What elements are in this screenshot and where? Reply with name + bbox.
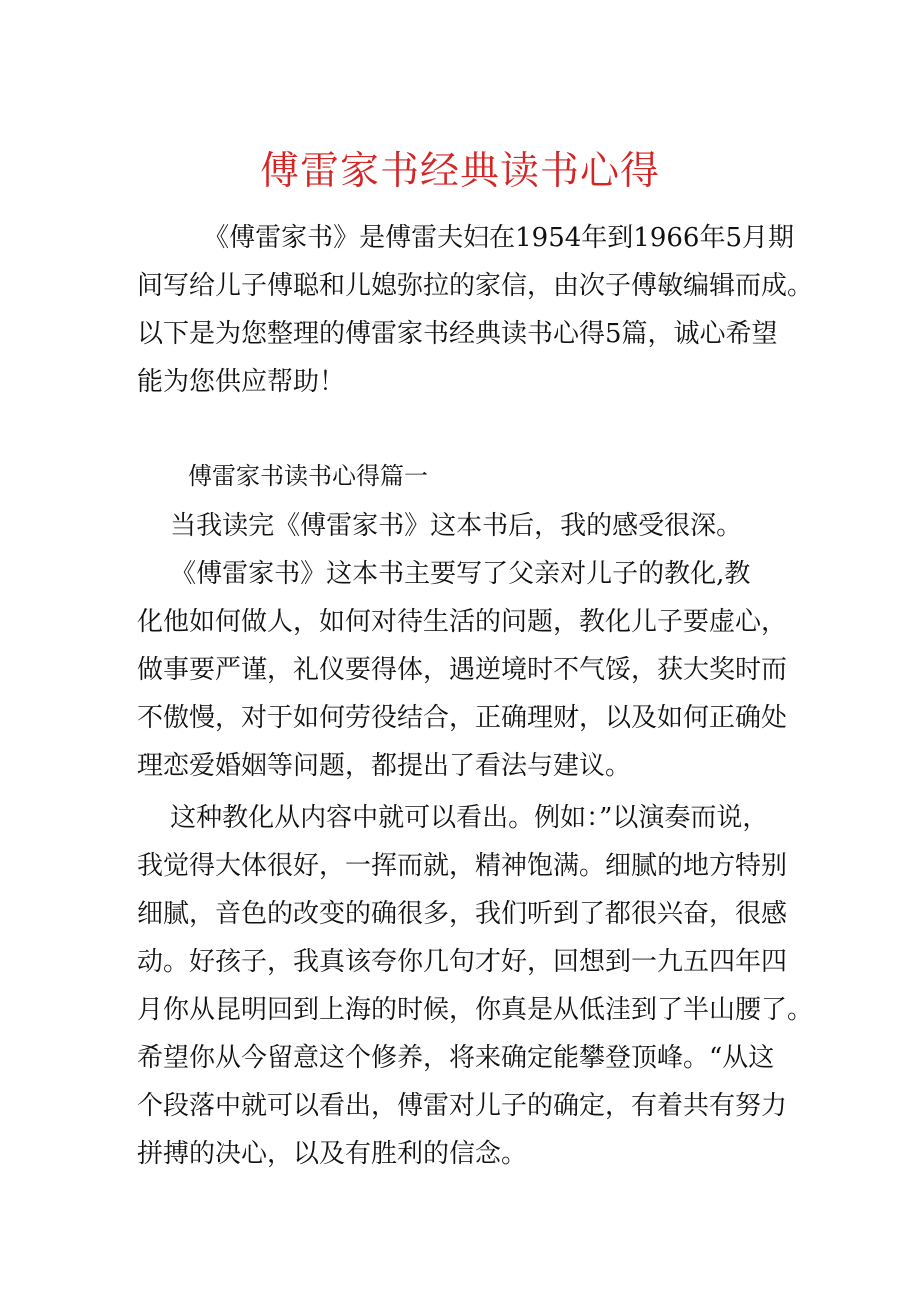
document-title: 傅雷家书经典读书心得 [259,149,660,194]
body-paragraph-1: 当我读完《傅雷家书》这本书后，我的感受很深。 [137,511,743,541]
body-paragraph-3: 这种教化从内容中就可以看出。例如：”以演奏而说， 我觉得大体很好，一挥而就，精神饱满。细腻的地方特别 细腻，音色的改变的确很多，我们听到了都很兴奋，很感 动。好孩子，我真该夸你几句才好，回想到一九五四年四 月你从昆明回到上海的时候，你真是从低洼到了半山腰了。 希望你从今留意这个修养，将来确定能攀登顶峰。“从这 个段落中就可以看出，傅雷对儿子的确定，有着共有努力 拼搏的决心，以及有胜利的信念。 [137,803,814,1169]
section-heading: 傅雷家书读书心得篇一 [188,462,428,490]
body-paragraph-2: 《傅雷家书》这本书主要写了父亲对儿子的教化,教 化他如何做人，如何对待生活的问题，教化儿子要虚心， 做事要严谨，礼仪要得体，遇逆境时不气馁，获大奖时而 不傲慢，对于如何劳役结合，正确理财，以及如何正确处 理恋爱婚姻等问题，都提出了看法与建议。 [137,559,788,781]
intro-paragraph: 《傅雷家书》是傅雷夫妇在1954年到1966年5月期 间写给儿子傅聪和儿媳弥拉的家信，由次子傅敏编辑而成。 以下是为您整理的傅雷家书经典读书心得5篇，诚心希望 能为您供应帮助！ [137,223,814,397]
